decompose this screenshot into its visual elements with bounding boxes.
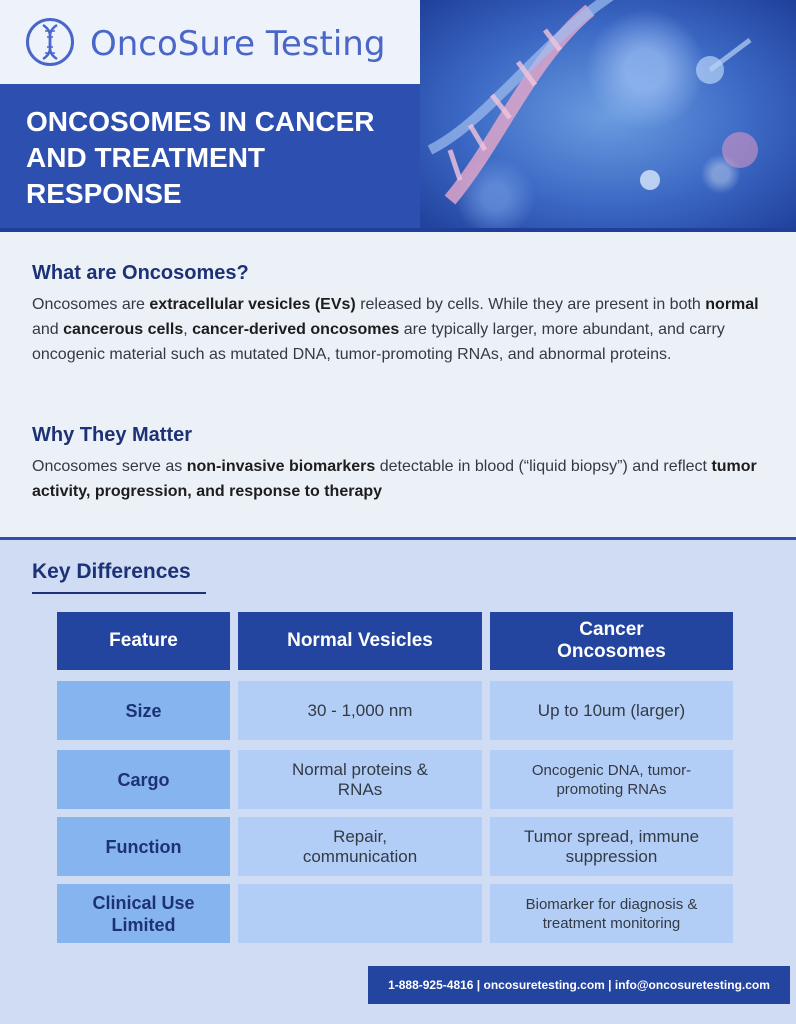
dna-helix-graphic (420, 0, 796, 232)
text-run-bold: non-invasive biomarkers (186, 458, 376, 475)
cell-normal-cargo: Normal proteins & RNAs (238, 750, 482, 809)
row-feature-cargo: Cargo (57, 750, 230, 809)
row-feature-size: Size (57, 681, 230, 740)
header-banner (0, 0, 796, 232)
cell-cancer-size: Up to 10um (larger) (490, 681, 733, 740)
cell-cancer-function: Tumor spread, immune suppression (490, 817, 733, 876)
text-run: detectable in blood (“liquid biopsy”) and reflect (375, 458, 712, 475)
text-run: and (32, 321, 64, 338)
key-differences-title: Key Differences (32, 560, 191, 583)
cell-normal-clinical-use (238, 884, 482, 943)
text-run-bold: tumor activity, progression, and response to therapy (32, 458, 757, 500)
what-paragraph (32, 292, 762, 367)
brand-name: OncoSure Testing (90, 24, 386, 64)
why-heading: Why They Matter (32, 424, 193, 446)
text-run: Oncosomes are (32, 296, 150, 313)
dna-hero-image (420, 0, 796, 232)
text-run: released by cells. While they are present in both (355, 296, 706, 313)
table-header-feature: Feature (57, 612, 230, 670)
text-run-bold: normal (705, 296, 759, 313)
text-run-bold: extracellular vesicles (EVs) (149, 296, 356, 313)
table-header-normal: Normal Vesicles (238, 612, 482, 670)
row-feature-function: Function (57, 817, 230, 876)
cell-normal-size: 30 - 1,000 nm (238, 681, 482, 740)
title-underline (32, 592, 206, 594)
page-title: ONCOSOMES IN CANCER AND TREATMENT RESPONSE (26, 106, 375, 209)
why-paragraph (32, 454, 762, 504)
text-run: Oncosomes serve as (32, 458, 187, 475)
row-feature-clinical-use: Clinical Use Limited (57, 884, 230, 943)
cell-cancer-clinical-use: Biomarker for diagnosis & treatment monitoring (490, 884, 733, 943)
contact-footer: 1-888-925-4816 | oncosuretesting.com | info@oncosuretesting.com (368, 966, 790, 1004)
what-heading: What are Oncosomes? (32, 262, 249, 284)
cell-cancer-cargo: Oncogenic DNA, tumor-promoting RNAs (490, 750, 733, 809)
cell-normal-function: Repair, communication (238, 817, 482, 876)
text-run: are typically larger, more abundant, and carry oncogenic material such as mutated DNA, tumor-promoting RNAs, and abnormal proteins. (32, 321, 725, 363)
text-run-bold: cancer-derived oncosomes (192, 321, 400, 338)
dna-icon (26, 18, 74, 66)
text-run-bold: cancerous cells (63, 321, 184, 338)
text-run: , (183, 321, 193, 338)
table-header-cancer: Cancer Oncosomes (490, 612, 733, 670)
